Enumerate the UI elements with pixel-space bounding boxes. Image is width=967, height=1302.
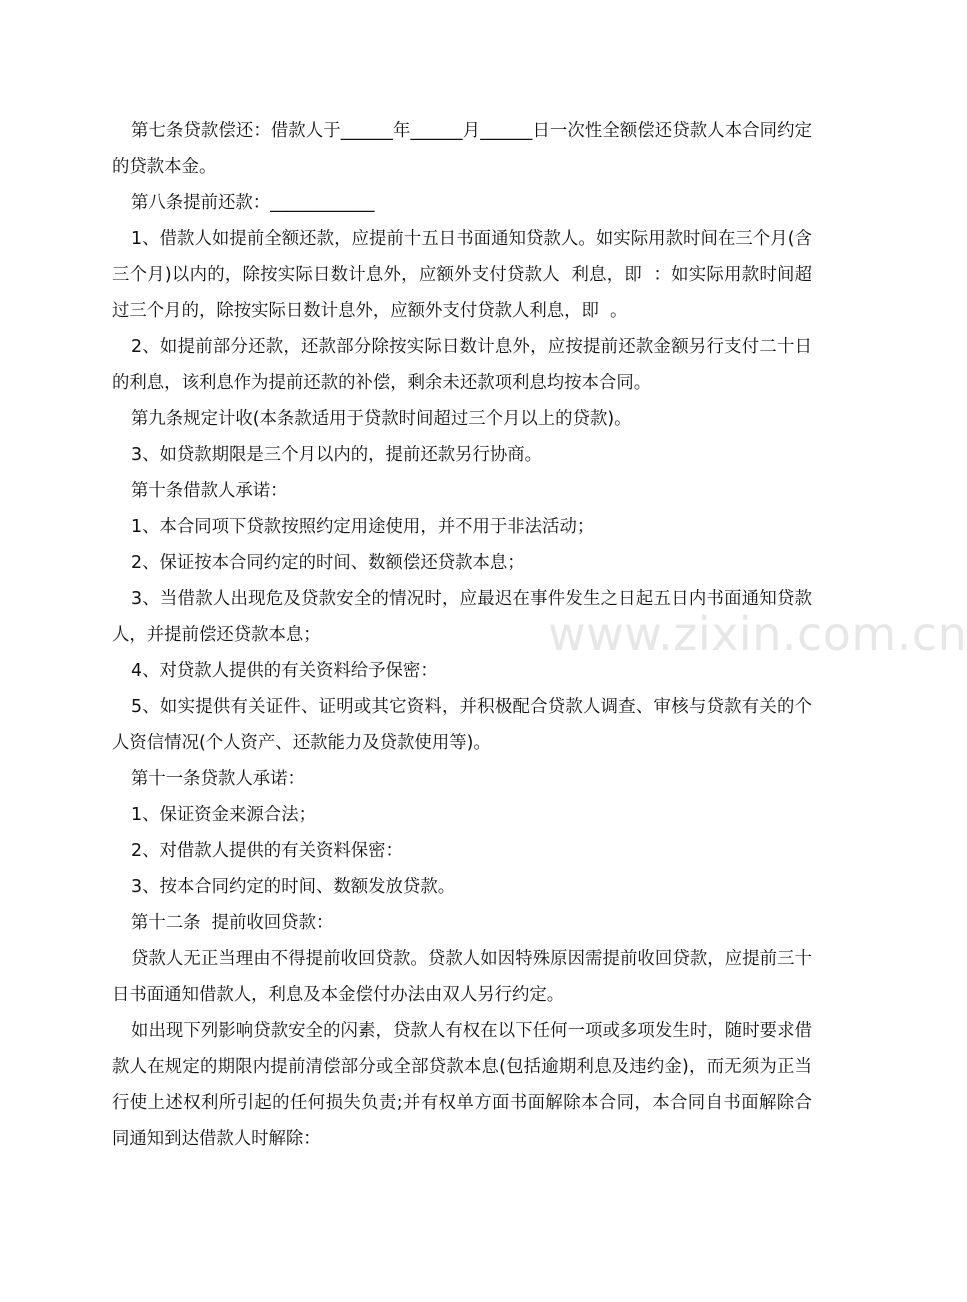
clause-11-item-3: 3、按本合同约定的时间、数额发放贷款。 (131, 877, 456, 897)
clause-10-item-5: 5、如实提供有关证件、证明或其它资料，并积极配合贷款人调查、审核与贷款有关的个人资信情况(个人资产、还款能力及贷款使用等)。 (112, 697, 812, 753)
clause-10-item-3: 3、当借款人出现危及贷款安全的情况时，应最迟在事件发生之日起五日内书面通知贷款人，并提前偿还贷款本息； (112, 589, 812, 645)
clause-10-title: 第十条借款人承诺： (131, 481, 288, 501)
clause-10-item-1: 1、本合同项下贷款按照约定用途使用，并不用于非法活动； (131, 517, 595, 537)
clause-8-item-1: 1、借款人如提前全额还款，应提前十五日书面通知贷款人。如实际用款时间在三个月(含三个月)以内的，除按实际日数计息外，应额外支付贷款人 利息，即 ：如实际用款时间超过三个月的，除按实际日数计息外，应额外支付贷款人利息，即 。 (112, 229, 812, 321)
contract-document (112, 113, 812, 1157)
clause-11-item-2: 2、对借款人提供的有关资料保密： (131, 841, 403, 861)
clause-12-paragraph-2: 如出现下列影响贷款安全的闪素，贷款人有权在以下任何一项或多项发生时，随时要求借款人在规定的期限内提前清偿部分或全部贷款本息(包括逾期利息及违约金)，而无须为正当行使上述权利所引起的任何损失负责;并有权单方面书面解除本合同，本合同自书面解除合同通知到达借款人时解除： (112, 1021, 812, 1149)
clause-10-item-2: 2、保证按本合同约定的时间、数额偿还贷款本息； (131, 553, 525, 573)
clause-10-item-4: 4、对贷款人提供的有关资料给予保密： (131, 661, 438, 681)
clause-12-paragraph-1: 贷款人无正当理由不得提前收回贷款。贷款人如因特殊原因需提前收回贷款，应提前三十日书面通知借款人，利息及本金偿付办法由双人另行约定。 (112, 949, 812, 1005)
watermark: www.zixin.com.cn (548, 607, 967, 661)
clause-11-item-1: 1、保证资金来源合法； (131, 805, 316, 825)
clause-7-repayment: 第七条贷款偿还：借款人于______年______月______日一次性全额偿还贷款人本合同约定的贷款本金。 (112, 121, 812, 177)
clause-9-title: 第九条规定计收(本条款适用于贷款时间超过三个月以上的贷款)。 (131, 409, 632, 429)
clause-11-title: 第十一条贷款人承诺： (131, 769, 305, 789)
clause-9-item-3: 3、如贷款期限是三个月以内的，提前还款另行协商。 (131, 445, 543, 465)
clause-8-item-2: 2、如提前部分还款，还款部分除按实际日数计息外，应按提前还款金额另行支付二十日的利息，该利息作为提前还款的补偿，剩余未还款项利息均按本合同。 (112, 337, 812, 393)
clause-12-title: 第十二条 提前收回贷款： (131, 913, 334, 933)
clause-8-title: 第八条提前还款：____________ (131, 193, 375, 213)
